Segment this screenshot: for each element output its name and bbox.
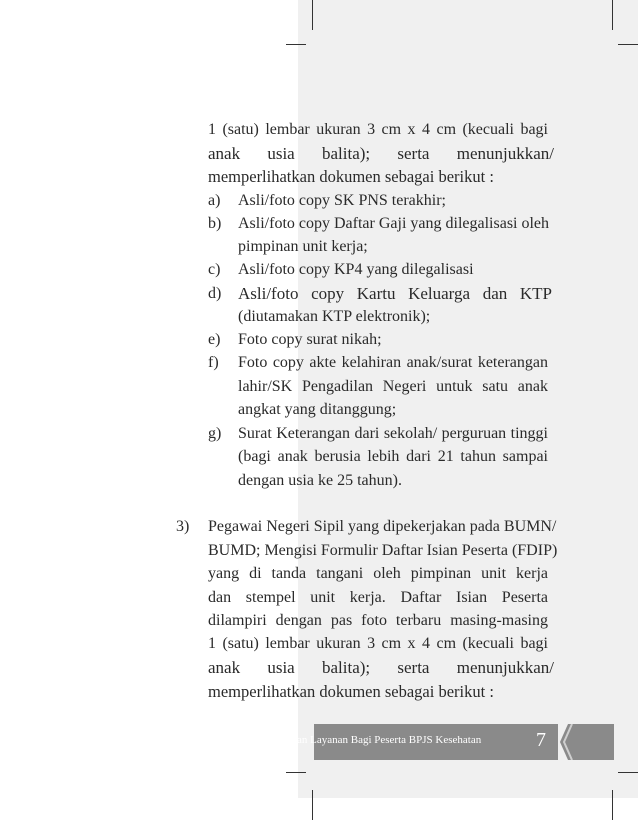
list-item-a: Asli/foto copy SK PNS terakhir; xyxy=(238,192,446,209)
list-marker-d: d) xyxy=(208,285,222,302)
paragraph-line: BUMD; Mengisi Formulir Daftar Isian Peserta (FDIP) xyxy=(208,542,558,559)
list-item-f-cont: angkat yang ditanggung; xyxy=(238,401,397,418)
paragraph-line: memperlihatkan dokumen sebagai berikut : xyxy=(208,682,494,701)
list-marker-g: g) xyxy=(208,425,222,442)
intro-line: 1 (satu) lembar ukuran 3 cm x 4 cm (kecuali bagi xyxy=(208,121,548,138)
intro-line: memperlihatkan dokumen sebagai berikut : xyxy=(208,167,494,186)
paragraph-line: yang di tanda tangani oleh pimpinan unit kerja xyxy=(208,565,548,582)
list-item-g-cont: (bagi anak berusia lebih dari 21 tahun sampai xyxy=(238,448,548,465)
list-marker-e: e) xyxy=(208,331,221,348)
paragraph-line: anak usia balita); serta menunjukkan/ xyxy=(208,658,554,677)
list-marker-c: c) xyxy=(208,261,221,278)
list-item-c: Asli/foto copy KP4 yang dilegalisasi xyxy=(238,261,474,278)
paragraph-line: dilampiri dengan pas foto terbaru masing-masing xyxy=(208,612,548,629)
paragraph-line: Pegawai Negeri Sipil yang dipekerjakan pada BUMN/ xyxy=(208,518,557,535)
intro-line: anak usia balita); serta menunjukkan/ xyxy=(208,144,554,163)
list-item-g: Surat Keterangan dari sekolah/ perguruan tinggi xyxy=(238,425,548,442)
page-number: 7 xyxy=(536,729,546,751)
paragraph-line: 1 (satu) lembar ukuran 3 cm x 4 cm (kecuali bagi xyxy=(208,635,548,652)
list-marker-f: f) xyxy=(208,354,219,371)
list-item-f: Foto copy akte kelahiran anak/surat keterangan xyxy=(238,354,548,371)
paragraph-line: dan stempel unit kerja. Daftar Isian Peserta xyxy=(208,589,548,606)
list-item-b-cont: pimpinan unit kerja; xyxy=(238,238,368,255)
list-marker-b: b) xyxy=(208,215,222,232)
list-item-d: Asli/foto copy Kartu Keluarga dan KTP xyxy=(238,284,552,303)
list-item-e: Foto copy surat nikah; xyxy=(238,331,382,348)
footer-chevron-tab xyxy=(560,724,614,760)
list-item-f-cont: lahir/SK Pengadilan Negeri untuk satu anak xyxy=(238,378,548,395)
list-item-d-cont: (diutamakan KTP elektronik); xyxy=(238,308,431,325)
list-item-b: Asli/foto copy Daftar Gaji yang dilegalisasi oleh xyxy=(238,215,550,232)
list-marker-a: a) xyxy=(208,192,221,209)
list-item-g-cont: dengan usia ke 25 tahun). xyxy=(238,472,402,489)
footer-title: duan Layanan Bagi Peserta BPJS Kesehatan xyxy=(286,734,482,746)
section-marker-3: 3) xyxy=(176,518,190,535)
